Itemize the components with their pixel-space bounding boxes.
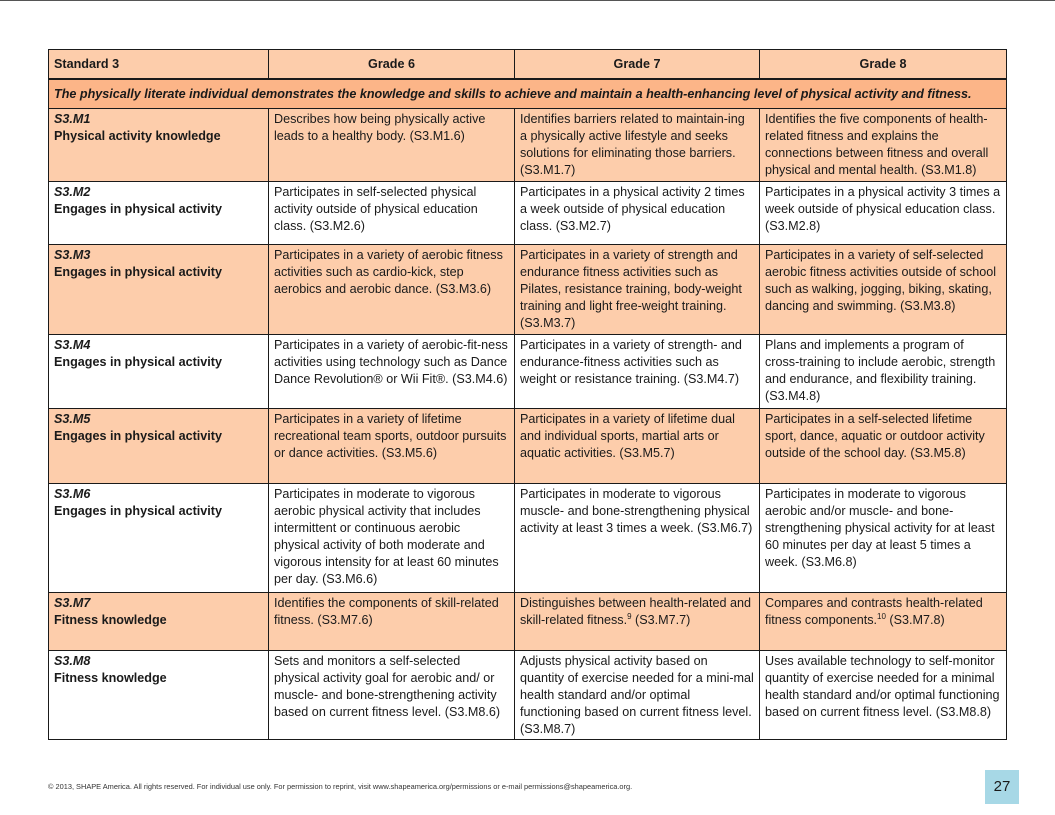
outcome-cell: [49, 651, 269, 740]
outcome-label: Engages in physical activity: [54, 202, 222, 216]
table-header-row: [49, 50, 1007, 80]
outcome-label: Physical activity knowledge: [54, 129, 221, 143]
outcome-code: S3.M4: [54, 338, 91, 352]
outcome-code: S3.M7: [54, 596, 91, 610]
outcome-code: S3.M2: [54, 185, 91, 199]
grade-7-cell: Participates in a variety of strength- and endurance-fitness activities such as weight or resistance training. (S3.M4.7): [515, 335, 760, 409]
grade-8-cell: Participates in a physical activity 3 times a week outside of physical education class. (S3.M2.8): [760, 182, 1007, 245]
grade-8-cell: Identifies the five components of health-related fitness and explains the connections between fitness and overall physical and mental health. (S3.M1.8): [760, 109, 1007, 182]
table-row: [49, 484, 1007, 593]
outcome-label: Engages in physical activity: [54, 265, 222, 279]
grade-8-text: Compares and contrasts health-related fitness components.: [765, 596, 983, 627]
outcome-code: S3.M1: [54, 112, 91, 126]
grade-8-cell: [760, 593, 1007, 651]
grade-7-cell: [515, 593, 760, 651]
table-row: [49, 335, 1007, 409]
grade-8-cell: Plans and implements a program of cross-training to include aerobic, strength and endurance, and flexibility training. (S3.M4.8): [760, 335, 1007, 409]
outcome-label: Engages in physical activity: [54, 429, 222, 443]
table-row: [49, 245, 1007, 335]
grade-7-cell: Participates in a physical activity 2 times a week outside of physical education class. (S3.M2.7): [515, 182, 760, 245]
outcome-cell: [49, 484, 269, 593]
grade-7-cell: Participates in moderate to vigorous muscle- and bone-strengthening physical activity at least 3 times a week. (S3.M6.7): [515, 484, 760, 593]
table-row: [49, 409, 1007, 484]
grade-7-cell: Identifies barriers related to maintain-ing a physically active lifestyle and seeks solutions for eliminating those barriers. (S3.M1.7): [515, 109, 760, 182]
grade-7-text: Distinguishes between health-related and skill-related fitness.: [520, 596, 752, 627]
standard-banner-row: [49, 79, 1007, 109]
outcome-code: S3.M6: [54, 487, 91, 501]
grade-8-code: (S3.M7.8): [885, 613, 945, 627]
grade-6-cell: Sets and monitors a self-selected physical activity goal for aerobic and/ or muscle- and bone-strengthening activity based on current fitness level. (S3.M8.6): [269, 651, 515, 740]
outcome-cell: [49, 593, 269, 651]
grade-6-cell: Participates in a variety of aerobic fitness activities such as cardio-kick, step aerobics and aerobic dance. (S3.M3.6): [269, 245, 515, 335]
header-grade-6: Grade 6: [269, 50, 515, 80]
grade-6-cell: Participates in moderate to vigorous aerobic physical activity that includes intermittent or continuous aerobic physical activity of both moderate and vigorous intensity for at least 60 minutes per day. (S3.M6.6): [269, 484, 515, 593]
table-row: [49, 651, 1007, 740]
table-row: [49, 593, 1007, 651]
outcome-cell: [49, 335, 269, 409]
grade-6-cell: Participates in a variety of lifetime recreational team sports, outdoor pursuits or dance activities. (S3.M5.6): [269, 409, 515, 484]
standard-description: The physically literate individual demonstrates the knowledge and skills to achieve and maintain a health-enhancing level of physical activity and fitness.: [49, 79, 1007, 109]
outcome-cell: [49, 182, 269, 245]
table-row: [49, 182, 1007, 245]
grade-8-cell: Participates in moderate to vigorous aerobic and/or muscle- and bone-strengthening physical activity for at least 60 minutes per day at least 5 times a week. (S3.M6.8): [760, 484, 1007, 593]
outcome-code: S3.M3: [54, 248, 91, 262]
outcome-label: Engages in physical activity: [54, 504, 222, 518]
grade-6-cell: Participates in a variety of aerobic-fit-ness activities using technology such as Dance Dance Revolution® or Wii Fit®. (S3.M4.6): [269, 335, 515, 409]
grade-8-cell: Uses available technology to self-monitor quantity of exercise needed for a minimal health standard and/or optimal functioning based on current fitness level. (S3.M8.8): [760, 651, 1007, 740]
footnote-ref-10: 10: [877, 611, 886, 621]
grade-6-cell: Describes how being physically active leads to a healthy body. (S3.M1.6): [269, 109, 515, 182]
standards-table: [48, 49, 1007, 740]
top-rule: [0, 0, 1055, 1]
table-row: [49, 109, 1007, 182]
outcome-label: Fitness knowledge: [54, 671, 167, 685]
grade-7-cell: Adjusts physical activity based on quantity of exercise needed for a mini-mal health standard and/or optimal functioning based on current fitness level. (S3.M8.7): [515, 651, 760, 740]
grade-8-cell: Participates in a variety of self-selected aerobic fitness activities outside of school such as walking, jogging, biking, skating, dancing and swimming. (S3.M3.8): [760, 245, 1007, 335]
header-standard: Standard 3: [49, 50, 269, 80]
page-number-badge: 27: [985, 770, 1019, 804]
grade-7-cell: Participates in a variety of lifetime dual and individual sports, martial arts or aquatic activities. (S3.M5.7): [515, 409, 760, 484]
outcome-label: Fitness knowledge: [54, 613, 167, 627]
copyright-footer: © 2013, SHAPE America. All rights reserved. For individual use only. For permission to reprint, visit www.shapeamerica.org/permissions or e-mail permissions@shapeamerica.org.: [48, 782, 633, 791]
outcome-label: Engages in physical activity: [54, 355, 222, 369]
outcome-code: S3.M5: [54, 412, 91, 426]
outcome-cell: [49, 409, 269, 484]
grade-6-cell: Participates in self-selected physical activity outside of physical education class. (S3.M2.6): [269, 182, 515, 245]
outcome-cell: [49, 245, 269, 335]
grade-6-cell: Identifies the components of skill-related fitness. (S3.M7.6): [269, 593, 515, 651]
header-grade-8: Grade 8: [760, 50, 1007, 80]
footnote-ref-9: 9: [627, 611, 632, 621]
grade-7-code: (S3.M7.7): [631, 613, 691, 627]
header-grade-7: Grade 7: [515, 50, 760, 80]
grade-8-cell: Participates in a self-selected lifetime sport, dance, aquatic or outdoor activity outside of the school day. (S3.M5.8): [760, 409, 1007, 484]
grade-7-cell: Participates in a variety of strength and endurance fitness activities such as Pilates, resistance training, body-weight training and light free-weight training. (S3.M3.7): [515, 245, 760, 335]
outcome-cell: [49, 109, 269, 182]
outcome-code: S3.M8: [54, 654, 91, 668]
